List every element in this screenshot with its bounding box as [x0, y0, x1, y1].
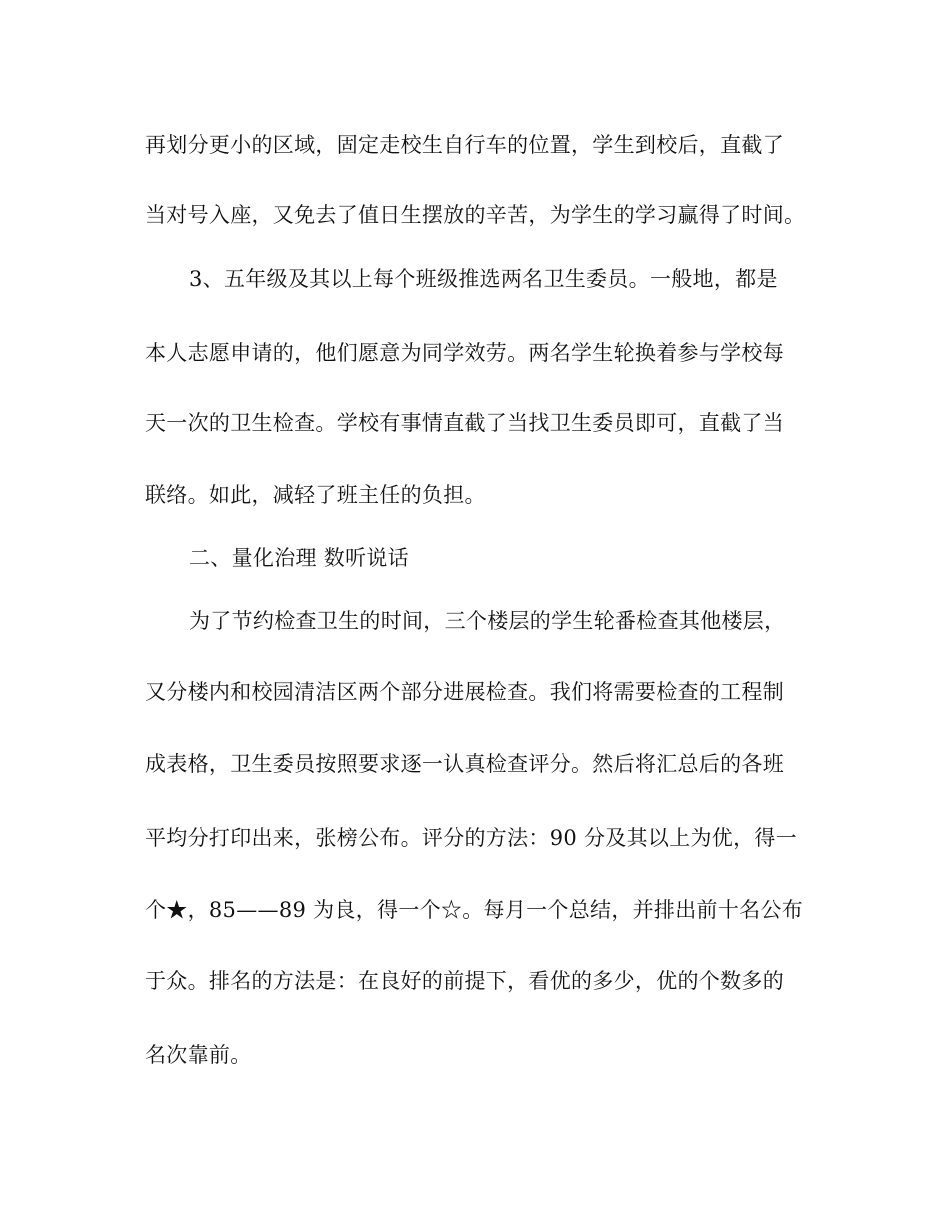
paragraph-line-12: 于众。排名的方法是：在良好的前提下，看优的多少，优的个数多的 — [145, 969, 784, 993]
section-heading: 二、量化治理 数听说话 — [189, 546, 409, 570]
paragraph-line-10: 平均分打印出来，张榜公布。评分的方法：90 分及其以上为优，得一 — [145, 826, 797, 850]
paragraph-line-7: 为了节约检查卫生的时间，三个楼层的学生轮番检查其他楼层， — [189, 609, 786, 633]
paragraph-line-3: 3、五年级及其以上每个班级推选两名卫生委员。一般地，都是 — [189, 267, 778, 291]
paragraph-line-11: 个★，85——89 为良，得一个☆。每月一个总结，并排出前十名公布 — [145, 898, 804, 922]
paragraph-line-6: 联络。如此，减轻了班主任的负担。 — [145, 483, 486, 507]
paragraph-line-4: 本人志愿申请的，他们愿意为同学效劳。两名学生轮换着参与学校每 — [145, 341, 784, 365]
paragraph-line-8: 又分楼内和校园清洁区两个部分进展检查。我们将需要检查的工程制 — [145, 680, 784, 704]
paragraph-line-5: 天一次的卫生检查。学校有事情直截了当找卫生委员即可，直截了当 — [145, 411, 784, 435]
paragraph-line-13: 名次靠前。 — [145, 1043, 252, 1067]
paragraph-line-2: 当对号入座，又免去了值日生摆放的辛苦，为学生的学习赢得了时间。 — [145, 203, 806, 227]
paragraph-line-9: 成表格，卫生委员按照要求逐一认真检查评分。然后将汇总后的各班 — [145, 752, 784, 776]
paragraph-line-1: 再划分更小的区域，固定走校生自行车的位置，学生到校后，直截了 — [145, 133, 784, 157]
